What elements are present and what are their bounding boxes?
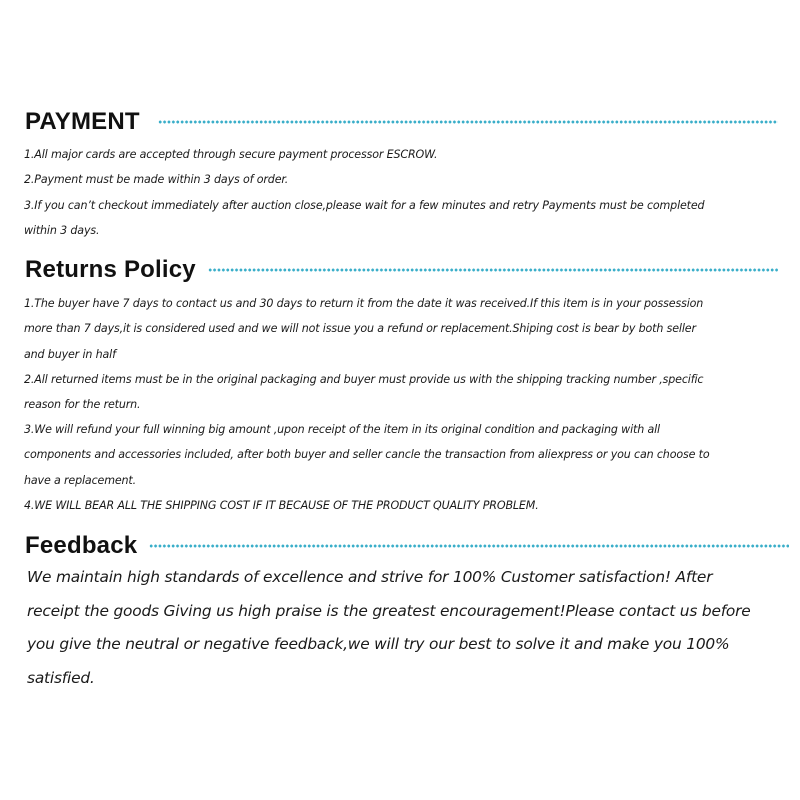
feedback-line-2: receipt the goods Giving us high praise is the greatest encouragement!Please contact us before [27,602,751,620]
returns-line-5: reason for the return. [24,398,141,411]
feedback-header [25,530,789,562]
returns-header [25,254,778,286]
payment-header [25,106,778,138]
payment-title: PAYMENT [25,108,140,135]
feedback-title: Feedback [25,532,138,559]
returns-line-8: have a replacement. [24,474,136,487]
feedback-line-4: satisfied. [27,669,95,687]
returns-line-2: more than 7 days,it is considered used and we will not issue you a refund or replacement.Shiping cost is bear by both seller [24,322,696,335]
returns-line-7: components and accessories included, after both buyer and seller cancle the transaction from aliexpress or you can choose to [24,448,710,461]
returns-line-4: 2.All returned items must be in the original packaging and buyer must provide us with the shipping tracking number ,specific [24,373,704,386]
returns-divider [208,268,778,272]
feedback-line-3: you give the neutral or negative feedback,we will try our best to solve it and make you 100% [27,635,730,653]
returns-line-3: and buyer in half [24,348,116,361]
payment-line-4: within 3 days. [24,224,100,237]
returns-title: Returns Policy [25,256,196,283]
feedback-divider [149,544,789,548]
returns-line-9: 4.WE WILL BEAR ALL THE SHIPPING COST IF IT BECAUSE OF THE PRODUCT QUALITY PROBLEM. [24,499,539,512]
feedback-line-1: We maintain high standards of excellence and strive for 100% Customer satisfaction! After [27,568,713,586]
payment-divider [158,120,778,124]
payment-line-2: 2.Payment must be made within 3 days of order. [24,173,289,186]
payment-line-1: 1.All major cards are accepted through secure payment processor ESCROW. [24,148,438,161]
returns-line-6: 3.We will refund your full winning big amount ,upon receipt of the item in its original condition and packaging with all [24,423,660,436]
returns-line-1: 1.The buyer have 7 days to contact us and 30 days to return it from the date it was received.If this item is in your possession [24,297,704,310]
payment-line-3: 3.If you can’t checkout immediately after auction close,please wait for a few minutes and retry Payments must be completed [24,199,705,212]
